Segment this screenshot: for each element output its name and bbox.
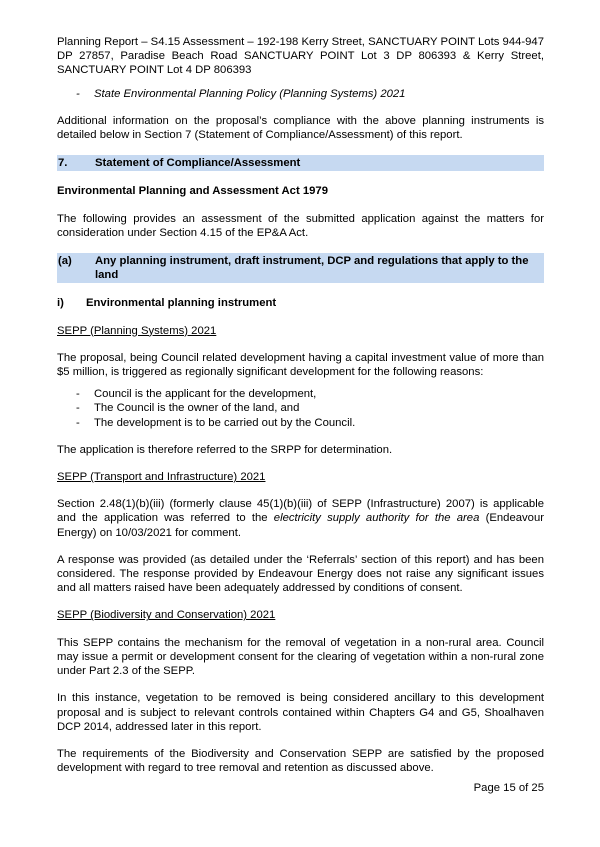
subsection-i-heading (57, 296, 544, 310)
text-run: (Endeavour Energy) on 10/03/2021 for comment. (57, 512, 544, 539)
reasons-list (57, 387, 544, 430)
list-item: - The Council is the owner of the land, and (57, 401, 544, 415)
sepp-transport-heading: SEPP (Transport and Infrastructure) 2021 (57, 471, 266, 484)
sepp-planning-systems-closing: The application is therefore referred to the SRPP for determination. (57, 443, 393, 456)
sepp-transport-paragraph-1 (57, 497, 544, 540)
subsection-number: i) (57, 297, 64, 310)
section-7-heading (57, 155, 544, 171)
text-run: Section 2.48(1)(b)(iii) (formerly clause 45(1)(b)(iii) of SEPP (Infrastructure) 2007) is applicable and the application was referred to the (57, 498, 544, 525)
section-number: (a) (58, 255, 72, 268)
page-header: Planning Report – S4.15 Assessment – 192-198 Kerry Street, SANCTUARY POINT Lots 944-947 DP 27857, Paradise Beach Road SANCTUARY POINT Lot 3 DP 806393 & Kerry Street, SANCTUARY POINT Lot 4 DP 806393 (57, 36, 544, 77)
sepp-biodiversity-paragraph-2: In this instance, vegetation to be removed is being considered ancillary to this development proposal and is subject to relevant controls contained within Chapters G4 and G5, Shoalhaven DCP 2014, addressed later in this report. (57, 692, 544, 733)
list-item: - State Environmental Planning Policy (Planning Systems) 2021 (57, 87, 544, 101)
sepp-biodiversity-paragraph-1: This SEPP contains the mechanism for the removal of vegetation in a non-rural area. Council may issue a permit or development consent for the clearing of vegetation within a non-rural zone under Part 2.3 of the SEPP. (57, 636, 544, 678)
subsection-title: Environmental planning instrument (86, 297, 277, 310)
intro-paragraph: Additional information on the proposal’s compliance with the above planning instruments is detailed below in Section 7 (Statement of Compliance/Assessment) of this report. (57, 114, 544, 142)
list-item: - Council is the applicant for the development, (57, 387, 544, 401)
epa-paragraph: The following provides an assessment of the submitted application against the matters for consideration under Section 4.15 of the EP&A Act. (57, 212, 544, 239)
section-title: Any planning instrument, draft instrument, DCP and regulations that apply to the land (95, 255, 529, 282)
sepp-transport-paragraph-2: A response was provided (as detailed under the ‘Referrals’ section of this report) and has been considered. The response provided by Endeavour Energy does not raise any significant issues and all matters raised have been adequately addressed by conditions of consent. (57, 553, 544, 595)
page-number: Page 15 of 25 (473, 782, 544, 794)
sepp-biodiversity-heading: SEPP (Biodiversity and Conservation) 2021 (57, 609, 276, 622)
sepp-planning-systems-paragraph: The proposal, being Council related development having a capital investment value of more than $5 million, is triggered as regionally significant development for the following reasons: (57, 351, 544, 379)
document-page (57, 35, 544, 775)
list-item: - The development is to be carried out by the Council. (57, 416, 544, 430)
section-title: Statement of Compliance/Assessment (95, 157, 301, 170)
sepp-biodiversity-paragraph-3: The requirements of the Biodiversity and Conservation SEPP are satisfied by the proposed development with regard to tree removal and retention as discussed above. (57, 747, 544, 775)
intro-list (57, 87, 544, 101)
sepp-planning-systems-heading: SEPP (Planning Systems) 2021 (57, 324, 217, 337)
epa-heading: Environmental Planning and Assessment Act 1979 (57, 185, 328, 198)
italic-text-run: electricity supply authority for the area (273, 512, 480, 525)
section-a-heading (57, 253, 544, 283)
section-number: 7. (58, 157, 68, 170)
